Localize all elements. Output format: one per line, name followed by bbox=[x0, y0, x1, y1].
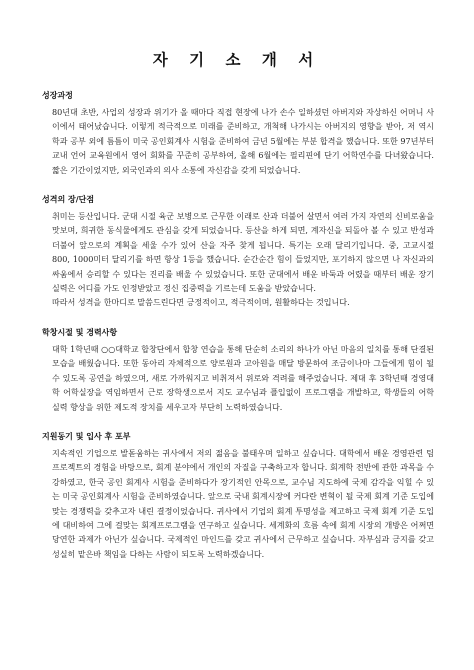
section-motivation bbox=[40, 431, 434, 562]
section-heading: 성격의 장/단점 bbox=[42, 195, 95, 205]
section-paragraph: 80년대 초반, 사업의 성장과 위기가 올 때마다 직접 현장에 나가 손수 일하셨던 아버지와 자상하신 어머니 사이에서 태어났습니다. 이렇게 적극적으로 미래를 준비하고, 개척해 나가시는 아버지의 영향을 받아, 저 역시 학과 공부 외에 틈틈이 미국 공인회계사 시험을 준비하여 금년 5월에는 부분 합격을 했습니다. 또한 97년부터 교내 언어 교육원에서 영어 회화를 꾸준히 공부하여, 올해 6월에는 필리핀에 단기 어학연수를 다녀왔습니다. 짧은 기간이었지만, 외국인과의 의사 소통에 자신감을 갖게 되었습니다. bbox=[52, 108, 434, 175]
section-heading: 성장과정 bbox=[42, 91, 73, 100]
section-paragraph: 따라서 성격을 한마디로 말씀드린다면 긍정적이고, 적극적이며, 원활하다는 것입니다. bbox=[52, 298, 350, 308]
section-heading: 학창시절 및 경력사항 bbox=[42, 327, 118, 337]
section-paragraph: 대학 1학년때 ○○대학교 합창단에서 합창 연습을 통해 단순히 소리의 하나가 아닌 마음의 일치를 통해 단결된 모습을 배웠습니다. 또한 동아리 자체적으로 양로원과 고아원을 매달 방문하여 조금이나마 그들에게 힘이 될 수 있도록 공연을 하였으며, 새로 가까워지고 비취져서 위로와 격려를 해주었습니다. 제대 후 3학년때 경영대학 어학실장을 역임하면서 근로 장학생으로서 지도 교수님과 플입없이 프로그램을 개발하고, 학생들의 어학 실력 향상을 위한 제도적 장치를 세우고자 부단히 노력하였습니다. bbox=[52, 344, 434, 412]
section-growth bbox=[40, 90, 434, 178]
section-paragraph: 지속적인 기업으로 발돋움하는 귀사에서 저의 젊음을 불태우며 일하고 싶습니다. 대학에서 배운 경영관련 팀 프로젝트의 경험을 바탕으로, 회계 분야에서 개인의 자질을 구축하고자 합니다. 회계학 전반에 관한 과목을 수강하였고, 한국 공인 회계사 시험을 준비하다가 장기적인 안목으로, 교수님 지도하에 국제 감각을 익힐 수 있는 미국 공인회계사 시험을 준비하였습니다. 앞으로 국내 회계시장에 커다란 변혁이 될 국제 회계 기준 도입에 맞는 경쟁력을 갖추고자 내린 결정이었습니다. 귀사에서 기업의 회계 투명성을 제고하고 국제 회계 기준 도입에 대비하여 그에 걸맞는 회계프로그램을 연구하고 싶습니다. 세계화의 흐름 속에 회계 시장의 개방은 어쩌면 당연한 과제가 아닌가 싶습니다. 국제적인 마인드를 갖고 귀사에서 근무하고 싶습니다. 자부심과 긍지를 갖고 성실히 맡은바 책임을 다하는 사람이 되도록 노력하겠습니다. bbox=[52, 448, 434, 559]
section-personality bbox=[40, 194, 434, 311]
section-heading: 지원동기 및 입사 후 포부 bbox=[42, 431, 131, 441]
section-school-career bbox=[40, 327, 434, 415]
document-title: 자 기 소 개 서 bbox=[152, 50, 322, 69]
section-paragraph: 취미는 등산입니다. 군대 시절 육군 보병으로 근무한 이래로 산과 더불어 살면서 여러 가지 자연의 신비로움을 맛보며, 희귀한 동식물에게도 관심을 갖게 되었습니다. 등산을 하게 되면, 계자신을 되돌아 볼 수 있고 반성과 더불어 앞으로의 계획을 세울 수가 있어 산을 자주 찾게 됩니다. 특기는 오래 달리기입니다. 중, 고교시절 800, 1000미터 달리기를 하면 항상 1등을 했습니다. 순간순간 힘이 들었지만, 포기하지 않으면 나 자신과의 싸움에서 승리할 수 있다는 진리를 배울 수 있었습니다. 또한 군대에서 배운 바둑과 어렸을 때부터 배운 장기 실력은 어디를 가도 인정받았고 정신 집중력을 기르는데 도움을 받았습니다. bbox=[52, 212, 434, 294]
